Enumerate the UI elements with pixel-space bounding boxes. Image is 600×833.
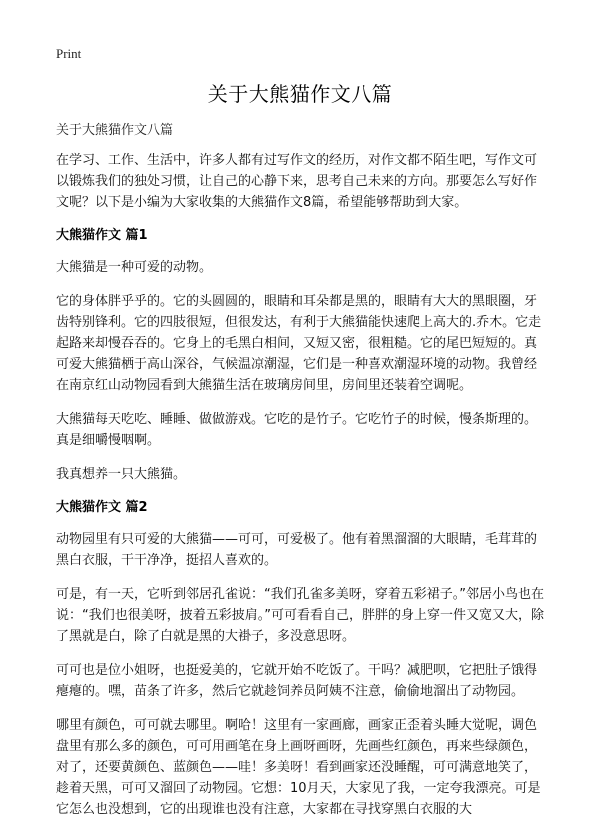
print-label: Print xyxy=(56,46,82,61)
paragraph: 大熊猫每天吃吃、睡睡、做做游戏。它吃的是竹子。它吃竹子的时候，慢条斯理的。真是细嚼慢咽啊。 xyxy=(56,412,538,448)
paragraph: 动物园里有只可爱的大熊猫——可可，可爱极了。他有着黑溜溜的大眼睛，毛茸茸的黑白衣服，干干净净，挺招人喜欢的。 xyxy=(56,532,538,568)
document-subtitle: 关于大熊猫作文八篇 xyxy=(56,123,174,138)
paragraph: 可是，有一天，它听到邻居孔雀说：“我们孔雀多美呀，穿着五彩裙子。”邻居小鸟也在说：“我们也很美呀，披着五彩披肩。”可可看看自己，胖胖的身上穿一件又宽又大，除了黑就是白，除了白就是黑的大褂子，多没意思呀。 xyxy=(56,587,544,644)
section-heading: 大熊猫作文 篇2 xyxy=(56,500,148,515)
paragraph: 大熊猫是一种可爱的动物。 xyxy=(56,260,213,275)
paragraph: 哪里有颜色，可可就去哪里。啊哈！这里有一家画廊，画家正歪着头睡大觉呢，调色盘里有那么多的颜色，可可用画笔在身上画呀画呀，先画些红颜色，再来些绿颜色，对了，还要黄颜色、蓝颜色——哇！多美呀！看到画家还没睡醒，可可满意地笑了，趁着天黑，可可又溜回了动物园。它想：10月天，大家见了我，一定夸我漂亮。可是它怎么也没想到，它的出现谁也没有注意，大家都在寻找穿黑白衣服的大 xyxy=(56,718,541,817)
document-title: 关于大熊猫作文八篇 xyxy=(207,82,393,106)
intro-paragraph: 在学习、工作、生活中，许多人都有过写作文的经历，对作文都不陌生吧，写作文可以锻炼我们的独处习惯，让自己的心静下来，思考自己未来的方向。那要怎么写好作文呢？以下是小编为大家收集的大熊猫作文8篇，希望能够帮助到大家。 xyxy=(56,153,538,210)
section-heading: 大熊猫作文 篇1 xyxy=(56,228,148,243)
paragraph: 它的身体胖乎乎的。它的头圆圆的，眼睛和耳朵都是黑的，眼睛有大大的黑眼圈，牙齿特别锋利。它的四肢很短，但很发达，有利于大熊猫能快速爬上高大的.乔木。它走起路来却慢吞吞的。它身上的毛黑白相间，又短又密，很粗糙。它的尾巴短短的。真可爱大熊猫栖于高山深谷，气候温凉潮湿，它们是一种喜欢潮湿环境的动物。我曾经在南京红山动物园看到大熊猫生活在玻璃房间里，房间里还装着空调呢。 xyxy=(56,294,542,393)
paragraph: 我真想养一只大熊猫。 xyxy=(56,467,187,482)
document-body xyxy=(56,150,546,833)
paragraph: 可可也是位小姐呀，也挺爱美的，它就开始不吃饭了。干吗？减肥呗，它把肚子饿得瘪瘪的。嘿，苗条了许多，然后它就趁饲养员阿姨不注意，偷偷地溜出了动物园。 xyxy=(56,663,538,699)
